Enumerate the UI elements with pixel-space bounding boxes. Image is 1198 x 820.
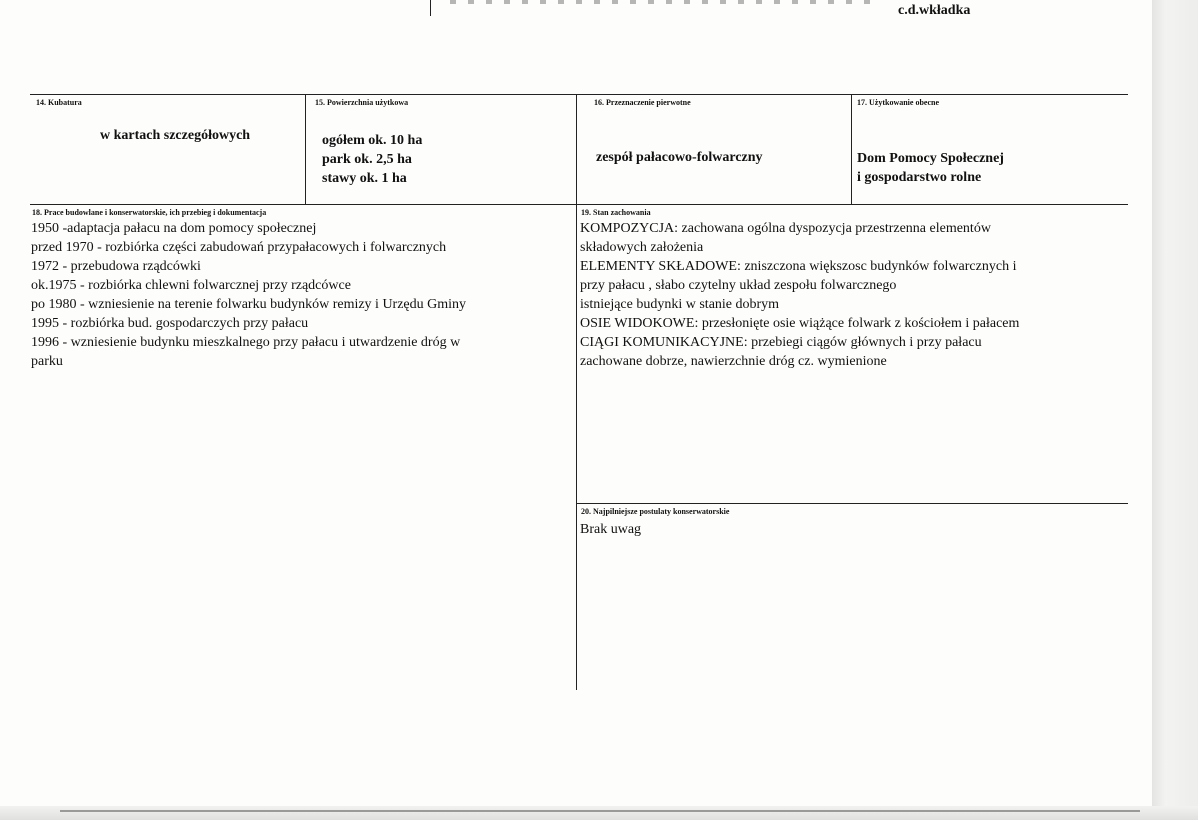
scan-bottom-line: [60, 810, 1140, 812]
field-18-line-8: parku: [31, 354, 63, 369]
field-19-line-6: OSIE WIDOKOWE: przesłonięte osie wiążące folwark z kościołem i pałacem: [580, 316, 1020, 331]
field-15-line-1: ogółem ok. 10 ha: [322, 133, 423, 148]
field-16-value: zespół pałacowo-folwarczny: [596, 150, 763, 165]
field-19-line-2: składowych założenia: [580, 240, 704, 255]
field-19-line-1: KOMPOZYCJA: zachowana ogólna dyspozycja przestrzenna elementów: [580, 221, 991, 236]
scan-edge-bottom: [0, 806, 1198, 820]
field-18-line-6: 1995 - rozbiórka bud. gospodarczych przy pałacu: [31, 316, 309, 331]
field-18-label: 18. Prace budowlane i konserwatorskie, ich przebieg i dokumentacja: [32, 208, 267, 217]
field-17-line-2: i gospodarstwo rolne: [857, 170, 982, 185]
header-note: c.d.wkładka: [898, 3, 971, 18]
col-divider-16-17: [851, 94, 852, 204]
field-19-label: 19. Stan zachowania: [581, 208, 651, 217]
field-20-label: 20. Najpilniejsze postulaty konserwatorskie: [581, 507, 730, 516]
field-18-line-2: przed 1970 - rozbiórka części zabudowań przypałacowych i folwarcznych: [31, 240, 447, 255]
field-16-label: 16. Przeznaczenie pierwotne: [594, 98, 691, 107]
scan-edge-right: [1152, 0, 1198, 820]
field-19-line-5: istniejące budynki w stanie dobrym: [580, 297, 780, 312]
field-18-line-3: 1972 - przebudowa rządcówki: [31, 259, 201, 274]
field-14-value: w kartach szczegółowych: [100, 128, 251, 143]
top-tick-line: [430, 0, 431, 16]
row-top-rule: [30, 94, 1128, 95]
field-18-line-4: ok.1975 - rozbiórka chlewni folwarcznej przy rządcówce: [31, 278, 351, 293]
section-19-20-rule: [576, 503, 1128, 504]
field-15-line-3: stawy ok. 1 ha: [322, 171, 407, 186]
col-divider-14-15: [305, 94, 306, 204]
field-19-line-4: przy pałacu , słabo czytelny układ zespołu folwarcznego: [580, 278, 897, 293]
col-divider-main: [576, 94, 577, 690]
field-15-line-2: park ok. 2,5 ha: [322, 152, 412, 167]
field-17-label: 17. Użytkowanie obecne: [857, 98, 939, 107]
field-15-label: 15. Powierzchnia użytkowa: [315, 98, 409, 107]
field-19-line-8: zachowane dobrze, nawierzchnie dróg cz. wymienione: [580, 354, 887, 369]
field-20-value: Brak uwag: [580, 522, 642, 537]
field-18-line-5: po 1980 - wzniesienie na terenie folwarku budynków remizy i Urzędu Gminy: [31, 297, 467, 312]
field-14-label: 14. Kubatura: [36, 98, 82, 107]
top-cut-text: [450, 0, 870, 4]
field-19-line-3: ELEMENTY SKŁADOWE: zniszczona większosc budynków folwarcznych i: [580, 259, 1017, 274]
field-19-line-7: CIĄGI KOMUNIKACYJNE: przebiegi ciągów głównych i przy pałacu: [580, 335, 982, 350]
row-mid-rule: [30, 204, 1128, 205]
field-17-line-1: Dom Pomocy Społecznej: [857, 151, 1004, 166]
field-18-line-7: 1996 - wzniesienie budynku mieszkalnego przy pałacu i utwardzenie dróg w: [31, 335, 461, 350]
field-18-line-1: 1950 -adaptacja pałacu na dom pomocy społecznej: [31, 221, 317, 236]
